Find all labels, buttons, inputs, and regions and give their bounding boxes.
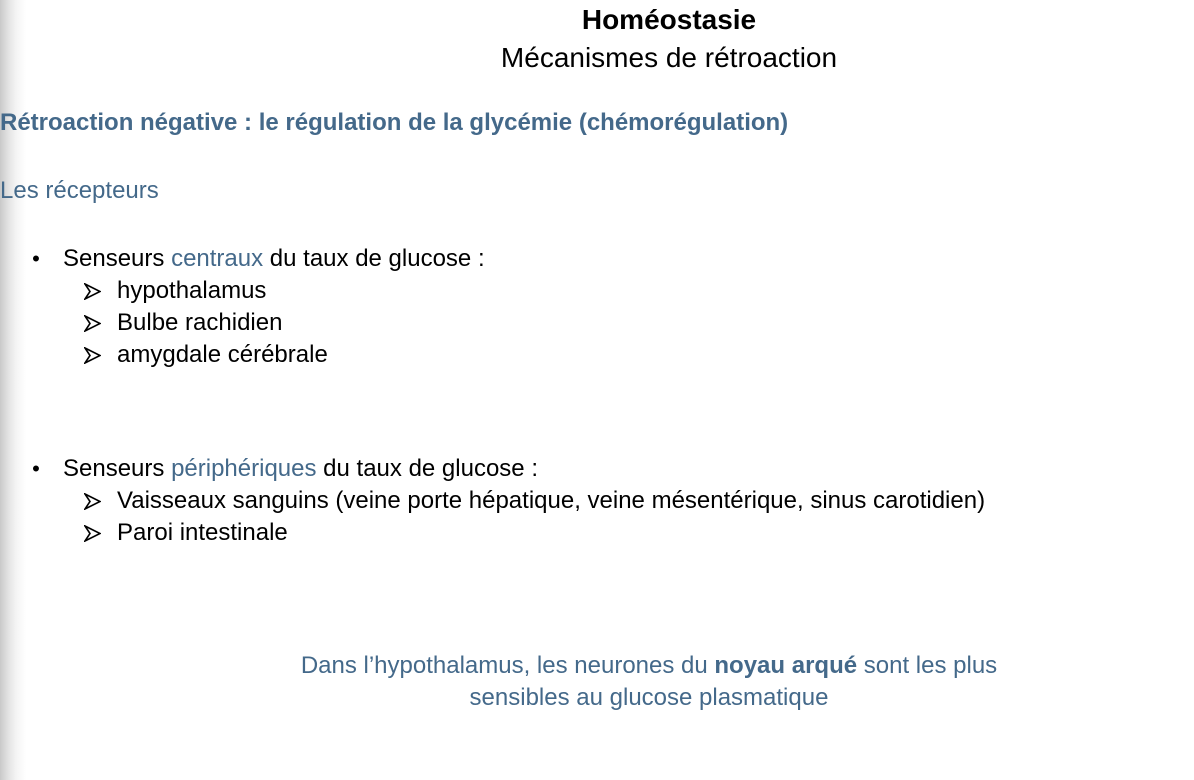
bullet-text — [63, 245, 485, 272]
bullet-central — [26, 242, 485, 275]
list-item-label: Bulbe rachidien — [117, 309, 283, 336]
bullet-group-central — [26, 242, 485, 371]
list-item — [26, 339, 485, 371]
list-item-label: hypothalamus — [117, 277, 267, 304]
peripheral-sensor-list — [26, 485, 985, 549]
arrowhead-bullet-icon — [84, 347, 101, 364]
list-item — [26, 307, 485, 339]
bullet-peripheral — [26, 452, 985, 485]
note-text-after: sont les plus — [857, 652, 998, 679]
central-sensor-list — [26, 275, 485, 371]
arrowhead-bullet-icon — [84, 315, 101, 332]
arrowhead-bullet-icon — [84, 283, 101, 300]
bullet-dot: • — [32, 246, 40, 271]
bullet-highlight: périphériques — [171, 455, 317, 482]
note-noyau-arque — [200, 650, 1098, 714]
slide-subtitle: Mécanismes de rétroaction — [500, 42, 838, 73]
subheading-recepteurs: Les récepteurs — [0, 177, 159, 204]
note-line-2: sensibles au glucose plasmatique — [469, 684, 829, 711]
arrowhead-bullet-icon — [84, 493, 101, 510]
arrowhead-bullet-icon — [84, 525, 101, 542]
bullet-suffix: du taux de glucose : — [263, 245, 485, 272]
bullet-group-peripheral — [26, 452, 985, 549]
list-item-label: amygdale cérébrale — [117, 341, 328, 368]
section-heading: Rétroaction négative : le régulation de la glycémie (chémorégulation) — [0, 109, 789, 136]
bullet-prefix: Senseurs — [63, 245, 172, 272]
list-item — [26, 275, 485, 307]
bullet-suffix: du taux de glucose : — [316, 455, 538, 482]
list-item-label: Paroi intestinale — [117, 519, 288, 546]
bullet-prefix: Senseurs — [63, 455, 172, 482]
bullet-text — [63, 455, 538, 482]
note-bold-term: noyau arqué — [714, 652, 858, 679]
list-item — [26, 485, 985, 517]
bullet-dot: • — [32, 456, 40, 481]
note-line-1 — [200, 650, 1098, 682]
note-text-before: Dans l’hypothalamus, les neurones du — [300, 652, 715, 679]
list-item — [26, 517, 985, 549]
list-item-label: Vaisseaux sanguins (veine porte hépatique, veine mésentérique, sinus carotidien) — [117, 487, 986, 514]
bullet-highlight: centraux — [171, 245, 264, 272]
slide-title: Homéostasie — [581, 4, 757, 35]
